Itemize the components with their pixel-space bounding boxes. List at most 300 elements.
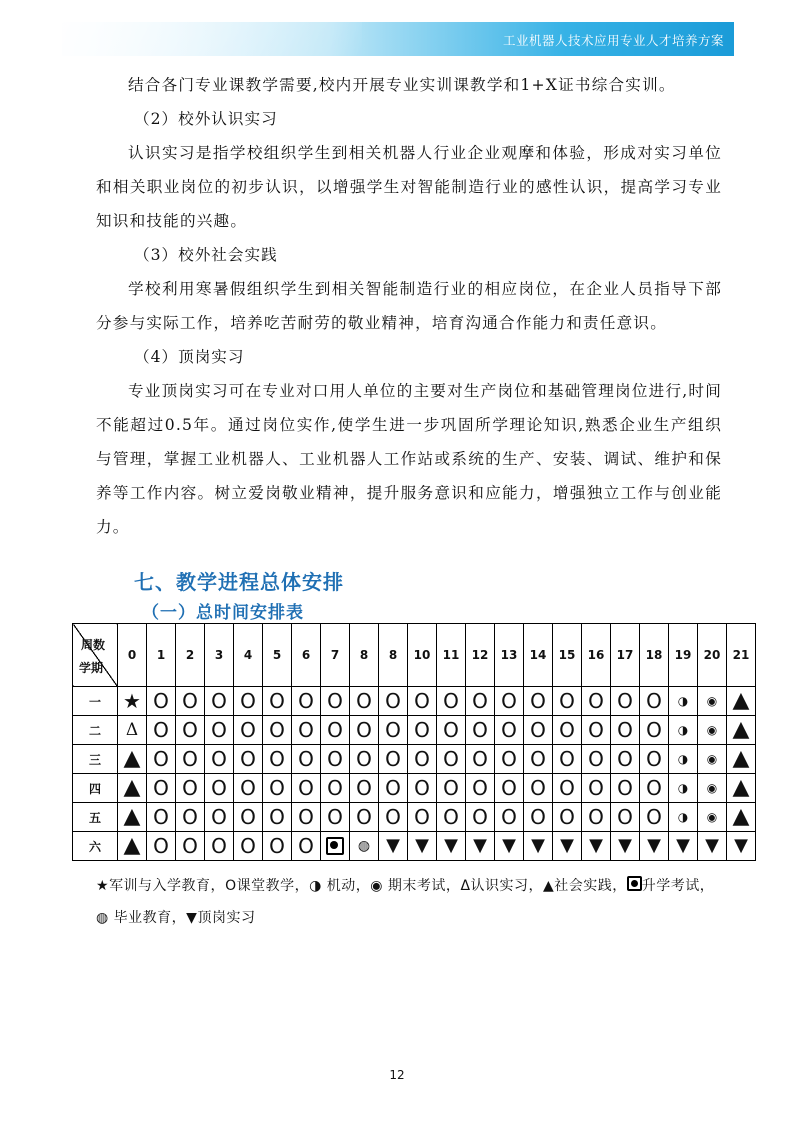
schedule-cell: [379, 832, 408, 861]
schedule-cell: [640, 774, 669, 803]
down-icon: ▼: [618, 835, 632, 856]
class-icon: O: [356, 718, 372, 742]
schedule-cell: [495, 774, 524, 803]
legend-label: 课堂教学，: [236, 878, 310, 894]
schedule-cell: [176, 745, 205, 774]
class-icon: O: [559, 776, 575, 800]
schedule-cell: [408, 832, 437, 861]
class-icon: O: [530, 689, 546, 713]
class-icon: O: [356, 747, 372, 771]
class-icon: O: [153, 776, 169, 800]
class-icon: O: [617, 718, 633, 742]
class-icon: O: [269, 689, 285, 713]
schedule-cell: [727, 832, 756, 861]
schedule-cell: [727, 745, 756, 774]
schedule-cell: [118, 687, 147, 716]
schedule-cell: [524, 745, 553, 774]
class-icon: O: [530, 747, 546, 771]
class-icon: O: [298, 834, 314, 858]
section-title: 七、教学进程总体安排: [134, 570, 344, 594]
schedule-cell: [147, 803, 176, 832]
class-icon: O: [211, 805, 227, 829]
schedule-cell: [698, 832, 727, 861]
down-icon: ▼: [705, 835, 719, 856]
class-icon: O: [588, 718, 604, 742]
class-icon: O: [269, 805, 285, 829]
schedule-cell: [640, 745, 669, 774]
class-icon: O: [646, 805, 662, 829]
class-icon: O: [646, 747, 662, 771]
grad-icon: ◍: [357, 838, 371, 854]
class-icon: O: [530, 805, 546, 829]
class-icon: O: [646, 776, 662, 800]
mobile-icon: ◑: [309, 878, 322, 894]
down-icon: ▼: [415, 835, 429, 856]
class-icon: O: [153, 718, 169, 742]
schedule-cell: [350, 774, 379, 803]
header-band: [62, 22, 734, 56]
delta-icon: Δ: [460, 878, 471, 894]
week-header: 0: [118, 624, 147, 687]
schedule-cell: [147, 716, 176, 745]
schedule-cell: [350, 687, 379, 716]
week-header: 14: [524, 624, 553, 687]
week-header: 1: [147, 624, 176, 687]
class-icon: O: [269, 747, 285, 771]
week-header: 6: [292, 624, 321, 687]
class-icon: O: [211, 776, 227, 800]
paragraph-post-internship: 专业顶岗实习可在专业对口用人单位的主要对生产岗位和基础管理岗位进行,时间不能超过0.5年。通过岗位实作,使学生进一步巩固所学理论知识,熟悉企业生产组织与管理，掌握工业机器人、工业机器人工作站或系统的生产、安装、调试、维护和保养等工作内容。树立爱岗敬业精神，提升服务意识和应能力，增强独立工作与创业能力。: [96, 382, 722, 536]
down-icon: ▼: [386, 835, 400, 856]
exam-icon: ◉: [706, 723, 718, 737]
legend-label: 机动，: [321, 878, 371, 894]
schedule-cell: [524, 687, 553, 716]
class-icon: O: [443, 747, 459, 771]
schedule-cell: [669, 832, 698, 861]
week-header: 2: [176, 624, 205, 687]
schedule-cell: [553, 745, 582, 774]
class-icon: O: [559, 747, 575, 771]
mobile-icon: ◑: [677, 781, 689, 795]
schedule-cell: [437, 687, 466, 716]
tri-icon: ▲: [732, 746, 750, 771]
week-header: 12: [466, 624, 495, 687]
upexam-icon: [627, 876, 642, 891]
week-header: 15: [553, 624, 582, 687]
class-icon: O: [153, 834, 169, 858]
class-icon: O: [225, 878, 237, 894]
class-icon: O: [414, 718, 430, 742]
schedule-cell: [495, 832, 524, 861]
schedule-cell: [263, 716, 292, 745]
class-icon: O: [646, 718, 662, 742]
class-icon: O: [588, 805, 604, 829]
week-header: 21: [727, 624, 756, 687]
schedule-cell: [263, 687, 292, 716]
schedule-cell: [205, 774, 234, 803]
schedule-cell: [350, 832, 379, 861]
class-icon: O: [472, 747, 488, 771]
class-icon: O: [356, 805, 372, 829]
schedule-cell: [727, 774, 756, 803]
schedule-cell: [640, 832, 669, 861]
class-icon: O: [472, 776, 488, 800]
class-icon: O: [414, 689, 430, 713]
schedule-cell: [292, 687, 321, 716]
schedule-cell: [321, 687, 350, 716]
schedule-cell: [321, 716, 350, 745]
schedule-cell: [669, 716, 698, 745]
class-icon: O: [240, 834, 256, 858]
schedule-cell: [466, 832, 495, 861]
paragraph-intro: 结合各门专业课教学需要,校内开展专业实训课教学和1+X证书综合实训。: [128, 76, 676, 94]
schedule-cell: [147, 687, 176, 716]
schedule-cell: [147, 832, 176, 861]
schedule-cell: [698, 716, 727, 745]
schedule-cell: [524, 774, 553, 803]
paragraph-cognitive-internship: 认识实习是指学校组织学生到相关机器人行业企业观摩和体验，形成对实习单位和相关职业岗位的初步认识，以增强学生对智能制造行业的感性认识，提高学习专业知识和技能的兴趣。: [96, 144, 722, 230]
schedule-cell: [176, 774, 205, 803]
schedule-cell: [263, 803, 292, 832]
schedule-cell: [263, 774, 292, 803]
class-icon: O: [298, 689, 314, 713]
tri-icon: ▲: [123, 746, 141, 771]
schedule-row: [73, 774, 756, 803]
schedule-cell: [611, 687, 640, 716]
down-icon: ▼: [676, 835, 690, 856]
mobile-icon: ◑: [677, 810, 689, 824]
semester-label: 六: [73, 832, 118, 861]
week-header: 3: [205, 624, 234, 687]
legend-label: 顶岗实习: [197, 910, 256, 926]
schedule-cell: [292, 716, 321, 745]
upexam-icon: [326, 837, 344, 855]
tri-icon: ▲: [123, 775, 141, 800]
star-icon: ★: [123, 689, 141, 713]
schedule-cell: [147, 745, 176, 774]
class-icon: O: [240, 689, 256, 713]
week-header: 18: [640, 624, 669, 687]
class-icon: O: [211, 689, 227, 713]
star-icon: ★: [96, 878, 110, 894]
class-icon: O: [298, 747, 314, 771]
semester-label: 三: [73, 745, 118, 774]
corner-label-weeks: 周数: [81, 638, 106, 652]
schedule-cell: [350, 745, 379, 774]
class-icon: O: [327, 718, 343, 742]
class-icon: O: [385, 689, 401, 713]
schedule-cell: [611, 716, 640, 745]
schedule-cell: [495, 687, 524, 716]
schedule-cell: [263, 745, 292, 774]
tri-icon: ▲: [732, 775, 750, 800]
schedule-cell: [582, 803, 611, 832]
down-icon: ▼: [444, 835, 458, 856]
corner-label-semester: 学期: [79, 661, 104, 675]
class-icon: O: [356, 776, 372, 800]
paragraph-social-practice: 学校利用寒暑假组织学生到相关智能制造行业的相应岗位，在企业人员指导下部分参与实际工作，培养吃苦耐劳的敬业精神，培育沟通合作能力和责任意识。: [96, 280, 722, 332]
schedule-cell: [466, 803, 495, 832]
schedule-cell: [582, 745, 611, 774]
class-icon: O: [588, 689, 604, 713]
down-icon: ▼: [502, 835, 516, 856]
tri-icon: ▲: [732, 688, 750, 713]
schedule-row: [73, 687, 756, 716]
mobile-icon: ◑: [677, 752, 689, 766]
exam-icon: ◉: [370, 878, 383, 894]
schedule-cell: [234, 774, 263, 803]
class-icon: O: [443, 718, 459, 742]
body-text: [96, 68, 722, 544]
legend-label: 升学考试，: [641, 878, 715, 894]
schedule-table: [72, 623, 756, 861]
schedule-cell: [205, 716, 234, 745]
schedule-cell: [698, 774, 727, 803]
class-icon: O: [327, 689, 343, 713]
week-header: 8: [379, 624, 408, 687]
schedule-cell: [408, 687, 437, 716]
class-icon: O: [240, 747, 256, 771]
week-header: 7: [321, 624, 350, 687]
schedule-cell: [466, 774, 495, 803]
tri-icon: ▲: [543, 878, 555, 894]
class-icon: O: [240, 776, 256, 800]
down-icon: ▼: [473, 835, 487, 856]
semester-label: 四: [73, 774, 118, 803]
schedule-cell: [524, 832, 553, 861]
schedule-cell: [582, 716, 611, 745]
class-icon: O: [211, 718, 227, 742]
subheading-cognitive-internship: （2）校外认识实习: [134, 110, 278, 128]
class-icon: O: [269, 776, 285, 800]
schedule-legend: [96, 870, 726, 934]
down-icon: ▼: [734, 835, 748, 856]
class-icon: O: [298, 805, 314, 829]
schedule-cell: [205, 803, 234, 832]
schedule-cell: [553, 774, 582, 803]
schedule-cell: [466, 716, 495, 745]
class-icon: O: [646, 689, 662, 713]
schedule-cell: [698, 803, 727, 832]
schedule-cell: [495, 803, 524, 832]
class-icon: O: [472, 805, 488, 829]
schedule-cell: [379, 716, 408, 745]
week-header: 17: [611, 624, 640, 687]
schedule-cell: [437, 745, 466, 774]
schedule-row: [73, 832, 756, 861]
class-icon: O: [211, 747, 227, 771]
schedule-cell: [205, 832, 234, 861]
schedule-cell: [263, 832, 292, 861]
class-icon: O: [182, 805, 198, 829]
schedule-cell: [437, 716, 466, 745]
schedule-cell: [234, 832, 263, 861]
schedule-cell: [321, 774, 350, 803]
exam-icon: ◉: [706, 694, 718, 708]
schedule-cell: [292, 774, 321, 803]
class-icon: O: [588, 776, 604, 800]
class-icon: O: [182, 776, 198, 800]
class-icon: O: [182, 689, 198, 713]
week-header: 10: [408, 624, 437, 687]
class-icon: O: [182, 747, 198, 771]
exam-icon: ◉: [706, 752, 718, 766]
schedule-cell: [553, 832, 582, 861]
legend-label: 军训与入学教育，: [109, 878, 226, 894]
schedule-cell: [321, 745, 350, 774]
schedule-cell: [611, 832, 640, 861]
class-icon: O: [414, 776, 430, 800]
schedule-cell: [524, 803, 553, 832]
class-icon: O: [327, 747, 343, 771]
schedule-cell: [698, 687, 727, 716]
week-header: 20: [698, 624, 727, 687]
schedule-cell: [640, 687, 669, 716]
week-header: 4: [234, 624, 263, 687]
class-icon: O: [617, 805, 633, 829]
schedule-cell: [176, 832, 205, 861]
week-header: 8: [350, 624, 379, 687]
class-icon: O: [153, 747, 169, 771]
schedule-cell: [234, 745, 263, 774]
schedule-cell: [234, 687, 263, 716]
week-header: 19: [669, 624, 698, 687]
class-icon: O: [356, 689, 372, 713]
schedule-cell: [524, 716, 553, 745]
schedule-cell: [727, 716, 756, 745]
class-icon: O: [530, 718, 546, 742]
schedule-cell: [118, 745, 147, 774]
table-corner-header: [73, 624, 118, 687]
page-number: 12: [389, 1068, 405, 1082]
class-icon: O: [298, 718, 314, 742]
class-icon: O: [327, 776, 343, 800]
week-header: 16: [582, 624, 611, 687]
class-icon: O: [414, 805, 430, 829]
schedule-cell: [292, 832, 321, 861]
class-icon: O: [269, 718, 285, 742]
schedule-cell: [611, 745, 640, 774]
tri-icon: ▲: [732, 717, 750, 742]
tri-icon: ▲: [732, 804, 750, 829]
class-icon: O: [153, 689, 169, 713]
schedule-cell: [553, 687, 582, 716]
schedule-cell: [147, 774, 176, 803]
class-icon: O: [385, 805, 401, 829]
class-icon: O: [501, 718, 517, 742]
semester-label: 二: [73, 716, 118, 745]
class-icon: O: [385, 718, 401, 742]
schedule-cell: [118, 774, 147, 803]
schedule-cell: [350, 803, 379, 832]
class-icon: O: [240, 718, 256, 742]
subheading-post-internship: （4）顶岗实习: [134, 348, 245, 366]
down-icon: ▼: [560, 835, 574, 856]
legend-label: 期末考试，: [382, 878, 461, 894]
schedule-cell: [176, 716, 205, 745]
schedule-cell: [118, 803, 147, 832]
legend-label: 社会实践，: [554, 878, 627, 894]
class-icon: O: [385, 747, 401, 771]
class-icon: O: [501, 805, 517, 829]
schedule-cell: [437, 832, 466, 861]
schedule-cell: [466, 687, 495, 716]
class-icon: O: [327, 805, 343, 829]
class-icon: O: [182, 834, 198, 858]
schedule-cell: [437, 803, 466, 832]
tri-icon: ▲: [123, 804, 141, 829]
schedule-cell: [176, 803, 205, 832]
schedule-row: [73, 803, 756, 832]
semester-label: 五: [73, 803, 118, 832]
class-icon: O: [414, 747, 430, 771]
schedule-cell: [553, 716, 582, 745]
week-header: 5: [263, 624, 292, 687]
class-icon: O: [182, 718, 198, 742]
delta-icon: Δ: [125, 719, 139, 740]
schedule-cell: [727, 687, 756, 716]
schedule-cell: [669, 687, 698, 716]
class-icon: O: [240, 805, 256, 829]
schedule-cell: [611, 774, 640, 803]
tri-icon: ▲: [123, 833, 141, 858]
schedule-cell: [495, 745, 524, 774]
schedule-cell: [292, 745, 321, 774]
down-icon: ▼: [186, 910, 198, 926]
week-header: 13: [495, 624, 524, 687]
down-icon: ▼: [531, 835, 545, 856]
schedule-cell: [234, 716, 263, 745]
schedule-cell: [408, 774, 437, 803]
class-icon: O: [269, 834, 285, 858]
mobile-icon: ◑: [677, 694, 689, 708]
schedule-cell: [379, 687, 408, 716]
class-icon: O: [501, 776, 517, 800]
schedule-cell: [582, 774, 611, 803]
schedule-cell: [495, 716, 524, 745]
section-subtitle: （一）总时间安排表: [142, 603, 304, 623]
schedule-cell: [669, 745, 698, 774]
class-icon: O: [443, 805, 459, 829]
schedule-cell: [611, 803, 640, 832]
schedule-cell: [582, 687, 611, 716]
class-icon: O: [559, 689, 575, 713]
mobile-icon: ◑: [677, 723, 689, 737]
schedule-cell: [669, 774, 698, 803]
schedule-cell: [379, 774, 408, 803]
schedule-cell: [408, 716, 437, 745]
class-icon: O: [559, 718, 575, 742]
class-icon: O: [617, 776, 633, 800]
schedule-cell: [408, 745, 437, 774]
class-icon: O: [153, 805, 169, 829]
class-icon: O: [617, 747, 633, 771]
legend-label: 认识实习，: [470, 878, 544, 894]
down-icon: ▼: [647, 835, 661, 856]
subheading-social-practice: （3）校外社会实践: [134, 246, 278, 264]
schedule-cell: [205, 687, 234, 716]
class-icon: O: [385, 776, 401, 800]
schedule-cell: [582, 832, 611, 861]
schedule-cell: [437, 774, 466, 803]
class-icon: O: [559, 805, 575, 829]
week-header: 11: [437, 624, 466, 687]
schedule-cell: [640, 716, 669, 745]
schedule-cell: [118, 832, 147, 861]
class-icon: O: [530, 776, 546, 800]
class-icon: O: [443, 689, 459, 713]
class-icon: O: [501, 689, 517, 713]
